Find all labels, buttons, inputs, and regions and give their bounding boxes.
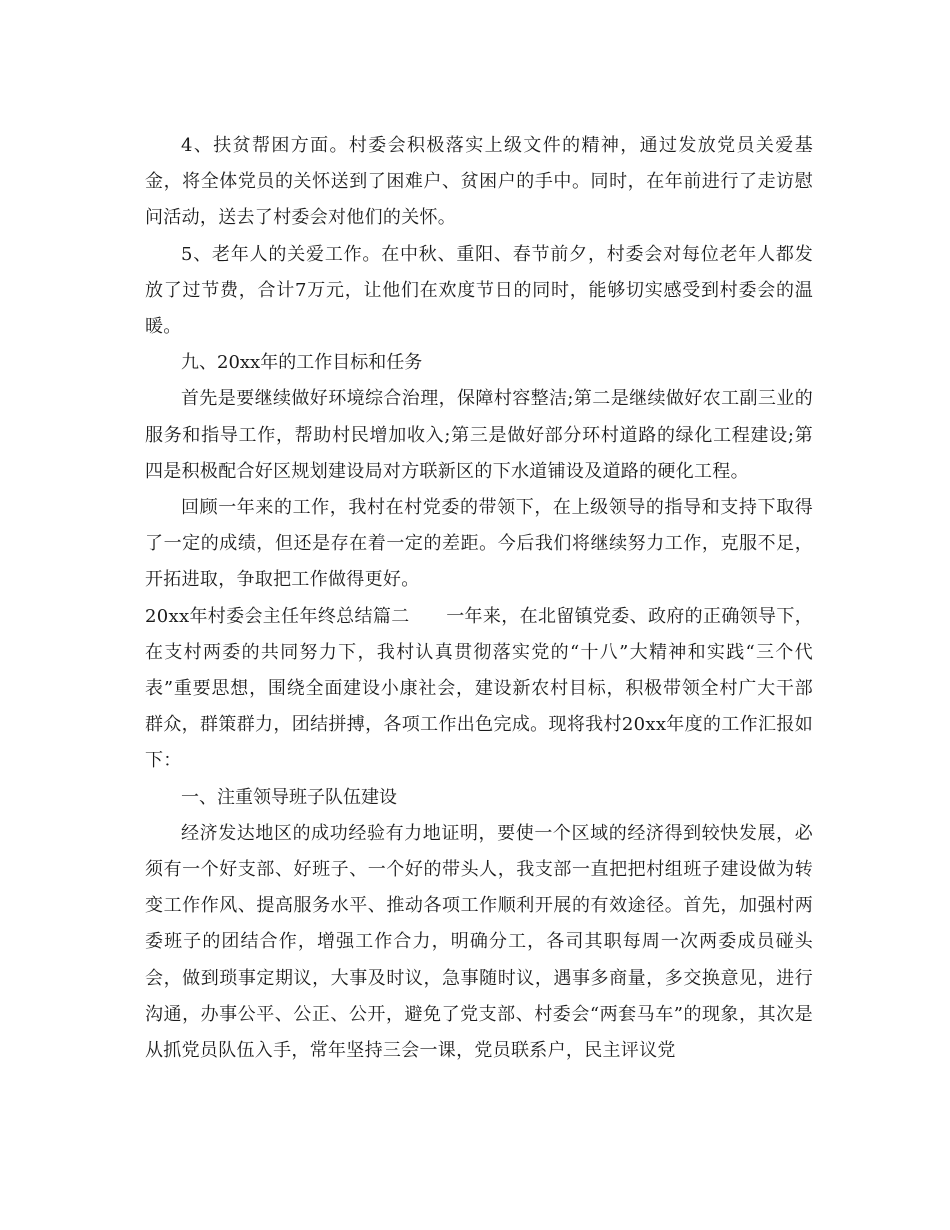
paragraph-leadership: 经济发达地区的成功经验有力地证明，要使一个区域的经济得到较快发展，必须有一个好支部、好班子、一个好的带头人，我支部一直把把村组班子建设做为转变工作作风、提高服务水平、推动各项工作顺利开展的有效途径。首先，加强村两委班子的团结合作，增强工作合力，明确分工，各司其职每周一次两委成员碰头会，做到琐事定期议，大事及时议，急事随时议，遇事多商量，多交换意见，进行沟通，办事公平、公正、公开，避免了党支部、村委会“两套马车”的现象，其次是从抓党员队伍入手，常年坚持三会一课，党员联系户，民主评议党 [145, 822, 813, 1062]
paragraph-goals: 首先是要继续做好环境综合治理，保障村容整洁;第二是继续做好农工副三业的服务和指导工作，帮助村民增加收入;第三是做好部分环村道路的绿化工程建设;第四是积极配合好区规划建设局对方联新区的下水道铺设及道路的硬化工程。 [145, 388, 813, 482]
document-body [145, 128, 813, 1069]
paragraph-poverty-relief: 4、扶贫帮困方面。村委会积极落实上级文件的精神，通过发放党员关爱基金，将全体党员的关怀送到了困难户、贫困户的手中。同时，在年前进行了走访慰问活动，送去了村委会对他们的关怀。 [145, 135, 813, 229]
paragraph-review: 回顾一年来的工作，我村在村党委的带领下，在上级领导的指导和支持下取得了一定的成绩，但还是存在着一定的差距。今后我们将继续努力工作，克服不足，开拓进取，争取把工作做得更好。 [145, 497, 813, 591]
section-heading-goals: 九、20xx年的工作目标和任务 [181, 352, 423, 374]
paragraph-article-two-intro: 20xx年村委会主任年终总结篇二 一年来，在北留镇党委、政府的正确领导下，在支村两委的共同努力下，我村认真贯彻落实党的“十八”大精神和实践“三个代表”重要思想，围绕全面建设小康社会，建设新农村目标，积极带领全村广大干部群众，群策群力，团结拼搏，各项工作出色完成。现将我村20xx年度的工作汇报如下： [145, 605, 813, 772]
section-heading-leadership: 一、注重领导班子队伍建设 [181, 786, 397, 808]
paragraph-elderly-care: 5、老年人的关爱工作。在中秋、重阳、春节前夕，村委会对每位老年人都发放了过节费，合计7万元，让他们在欢度节日的同时，能够切实感受到村委会的温暖。 [145, 243, 813, 338]
